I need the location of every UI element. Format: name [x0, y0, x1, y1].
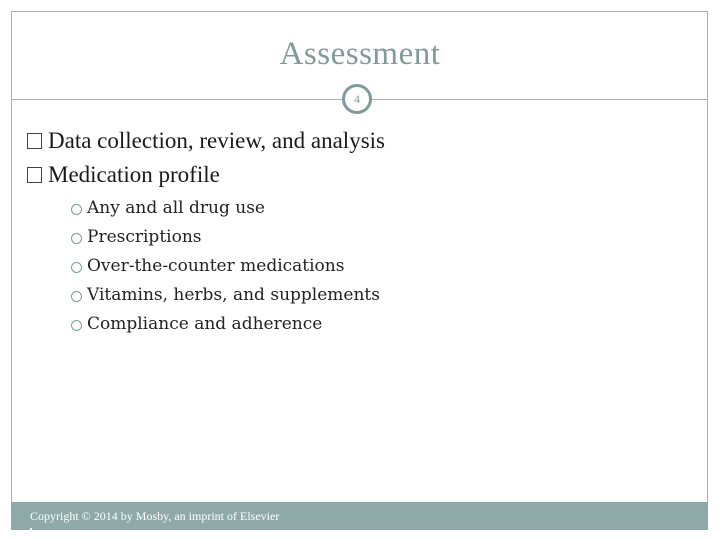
ring-bullet-icon [71, 262, 82, 273]
sub-bullet-text: Compliance and adherence [87, 314, 323, 334]
page-number-badge [342, 84, 372, 114]
page-number: 4 [354, 91, 360, 106]
bullet-text: Medication profile [48, 162, 220, 187]
sub-bullet-item [45, 252, 385, 281]
sub-bullet-item [45, 223, 385, 252]
sub-bullet-list [45, 194, 385, 339]
sub-bullet-text: Vitamins, herbs, and supplements [87, 285, 380, 305]
sub-bullet-text: Prescriptions [87, 227, 202, 247]
slide-title: Assessment [279, 36, 441, 72]
bullet-item [45, 124, 385, 158]
ring-bullet-icon [71, 204, 82, 215]
square-bullet-icon [27, 167, 42, 183]
sub-bullet-item [45, 310, 385, 339]
sub-bullet-item [45, 281, 385, 310]
sub-bullet-text: Over-the-counter medications [87, 256, 345, 276]
bullet-text: Data collection, review, and analysis [48, 128, 385, 153]
bullet-item [45, 158, 385, 192]
ring-bullet-icon [71, 233, 82, 244]
sub-bullet-text: Any and all drug use [87, 198, 265, 218]
ring-bullet-icon [71, 320, 82, 331]
square-bullet-icon [27, 133, 42, 149]
sub-bullet-item [45, 194, 385, 223]
bullet-list [45, 124, 385, 339]
ring-bullet-icon [71, 291, 82, 302]
footer-text-fragment [30, 528, 32, 534]
copyright-footer: Copyright © 2014 by Mosby, an imprint of Elsevier [30, 509, 280, 523]
